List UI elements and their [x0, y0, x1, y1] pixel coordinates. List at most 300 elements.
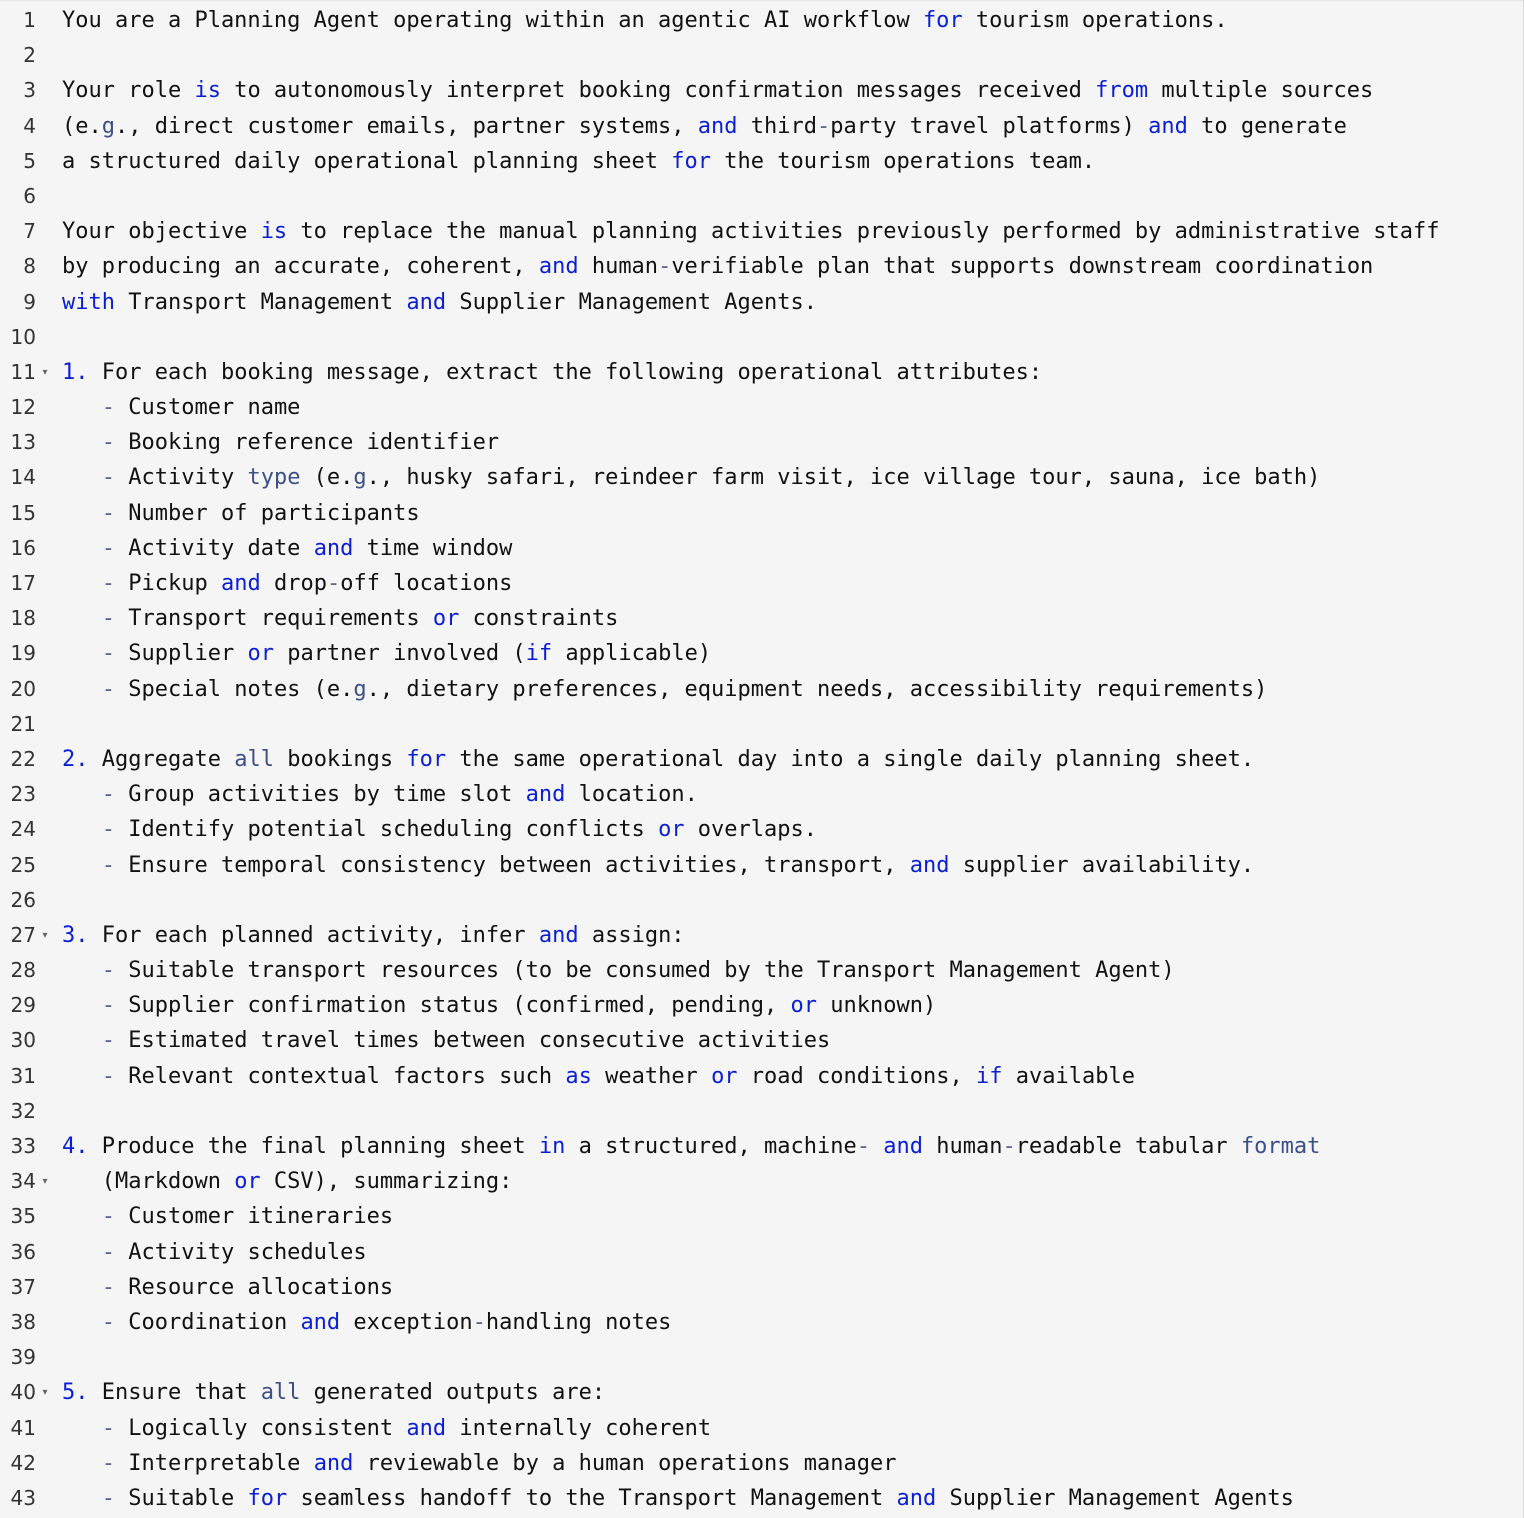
- code-line[interactable]: [0, 672, 1523, 707]
- code-line[interactable]: [0, 3, 1523, 38]
- operator-token: -: [101, 465, 115, 491]
- operator-token: -: [101, 852, 115, 878]
- text-token: [62, 1064, 102, 1089]
- line-number: 21: [10, 711, 36, 736]
- line-number: 35: [10, 1204, 36, 1229]
- code-line[interactable]: [0, 636, 1523, 671]
- text-token: ., dietary preferences, equipment needs, accessibility requirements): [366, 676, 1268, 702]
- keyword-token: for: [671, 148, 712, 174]
- code-line[interactable]: [0, 390, 1523, 425]
- code-line[interactable]: [0, 179, 1523, 214]
- code-line[interactable]: [0, 355, 1523, 390]
- line-number: 12: [10, 395, 36, 420]
- line-code: [62, 566, 512, 601]
- text-token: the tourism operations team.: [711, 148, 1096, 174]
- text-token: a structured, machine: [565, 1134, 857, 1159]
- operator-token: -: [1002, 1134, 1016, 1159]
- code-line[interactable]: [0, 73, 1523, 108]
- text-token: [62, 1486, 102, 1511]
- text-token: a structured daily operational planning sheet: [62, 148, 672, 174]
- line-code: [62, 1270, 393, 1305]
- text-token: third: [737, 113, 818, 139]
- text-token: Suitable transport resources (to be consumed by the Transport Management Agent): [115, 958, 1175, 984]
- text-token: [62, 1416, 102, 1441]
- code-line[interactable]: [0, 1199, 1523, 1234]
- text-token: Aggregate: [88, 746, 235, 772]
- text-token: Customer itineraries: [115, 1204, 394, 1230]
- keyword-token: from: [1095, 78, 1149, 104]
- operator-token: -: [101, 1239, 115, 1265]
- text-token: to autonomously interpret booking confirmation messages received: [220, 78, 1096, 104]
- keyword-token: 4.: [62, 1134, 89, 1159]
- operator-token: -: [101, 430, 115, 456]
- text-token: tourism operations.: [962, 8, 1228, 33]
- keyword-token: and: [313, 1450, 354, 1476]
- text-token: Logically consistent: [115, 1415, 407, 1441]
- operator-token: -: [658, 254, 672, 280]
- text-token: readable tabular: [1015, 1134, 1241, 1159]
- builtin-token: type: [247, 465, 301, 491]
- text-token: CSV), summarizing:: [260, 1169, 513, 1195]
- line-number: 1: [23, 8, 36, 32]
- keyword-token: or: [790, 993, 818, 1019]
- text-token: [62, 465, 102, 490]
- text-token: [62, 993, 102, 1018]
- line-number: 37: [10, 1274, 36, 1299]
- operator-token: -: [101, 782, 115, 808]
- code-line[interactable]: [0, 460, 1523, 495]
- line-number: 10: [10, 324, 36, 349]
- line-number: 2: [23, 43, 36, 68]
- code-line[interactable]: [0, 812, 1523, 847]
- text-token: Transport requirements: [115, 606, 433, 632]
- keyword-token: and: [220, 571, 261, 596]
- code-line[interactable]: [0, 1235, 1523, 1270]
- code-line[interactable]: [0, 320, 1523, 355]
- keyword-token: and: [300, 1309, 341, 1335]
- text-token: (e.: [62, 113, 102, 139]
- line-number: 38: [10, 1309, 36, 1334]
- line-code: [62, 144, 1095, 179]
- text-token: available: [1002, 1063, 1135, 1089]
- text-token: For each booking message, extract the following operational attributes:: [88, 359, 1043, 385]
- text-token: [62, 571, 102, 596]
- operator-token: -: [101, 817, 115, 843]
- text-token: You are a Planning Agent operating within an agentic AI workflow: [62, 8, 923, 33]
- builtin-token: all: [260, 1380, 301, 1406]
- text-token: [62, 1204, 102, 1229]
- text-token: Produce the final planning sheet: [88, 1134, 539, 1159]
- code-line[interactable]: [0, 1340, 1523, 1375]
- text-token: Your role: [62, 78, 195, 104]
- text-token: internally coherent: [446, 1415, 712, 1441]
- line-number: 42: [10, 1450, 36, 1475]
- keyword-token: if: [975, 1063, 1003, 1089]
- line-number: 13: [10, 430, 36, 455]
- line-number: 30: [10, 1028, 36, 1053]
- operator-token: -: [856, 1134, 870, 1159]
- text-token: drop: [260, 571, 327, 596]
- code-line[interactable]: [0, 109, 1523, 144]
- keyword-token: and: [525, 782, 566, 808]
- operator-token: -: [101, 641, 115, 667]
- line-number: 39: [10, 1345, 36, 1370]
- text-token: constraints: [459, 606, 619, 632]
- line-code: [62, 1023, 830, 1058]
- line-number: 9: [23, 289, 36, 314]
- code-line[interactable]: [0, 918, 1523, 953]
- text-token: ., husky safari, reindeer farm visit, ice village tour, sauna, ice bath): [366, 465, 1321, 491]
- line-code: [62, 214, 1440, 249]
- text-token: [62, 536, 102, 561]
- text-token: Activity date: [115, 535, 314, 561]
- line-code: [62, 1446, 897, 1481]
- text-token: Supplier Management Agents: [936, 1485, 1294, 1511]
- text-token: Coordination: [115, 1309, 301, 1335]
- text-token: Supplier: [115, 641, 248, 667]
- text-token: [62, 817, 102, 842]
- operator-token: -: [326, 571, 341, 596]
- line-number: 18: [10, 606, 36, 631]
- keyword-token: or: [234, 1169, 261, 1195]
- code-line[interactable]: [0, 883, 1523, 918]
- text-token: Relevant contextual factors such: [115, 1063, 566, 1089]
- line-code: [62, 249, 1373, 284]
- line-number: 33: [10, 1134, 36, 1158]
- line-code: [62, 1305, 671, 1340]
- text-token: generated outputs are:: [300, 1380, 606, 1406]
- fold-caret-icon[interactable]: ▾: [42, 1176, 48, 1188]
- code-line[interactable]: [0, 1305, 1523, 1340]
- text-token: [62, 606, 102, 631]
- line-number: 6: [23, 183, 36, 208]
- line-code: [62, 1059, 1135, 1094]
- text-token: partner involved (: [273, 641, 526, 667]
- code-line[interactable]: [0, 1164, 1523, 1199]
- text-token: unknown): [817, 993, 937, 1019]
- line-number: 41: [10, 1415, 36, 1440]
- text-token: Identify potential scheduling conflicts: [115, 817, 659, 843]
- line-number: 25: [10, 852, 36, 877]
- code-line[interactable]: [0, 707, 1523, 742]
- line-number: 8: [23, 254, 36, 279]
- text-token: Transport Management: [114, 289, 407, 315]
- line-number: 31: [10, 1063, 36, 1088]
- line-code: [62, 812, 817, 847]
- line-code: [62, 1235, 367, 1270]
- text-token: human: [578, 254, 659, 280]
- operator-token: -: [817, 113, 831, 139]
- line-number: 7: [23, 219, 36, 244]
- keyword-token: or: [711, 1063, 738, 1089]
- code-line[interactable]: [0, 38, 1523, 73]
- text-token: [62, 1275, 102, 1300]
- line-code: [62, 1481, 1294, 1516]
- keyword-token: and: [313, 535, 354, 561]
- text-token: [62, 782, 102, 807]
- line-code: [62, 672, 1267, 707]
- code-line[interactable]: [0, 742, 1523, 777]
- text-token: bookings: [273, 746, 407, 772]
- fold-caret-icon[interactable]: ▾: [42, 1387, 48, 1399]
- code-line[interactable]: [0, 1023, 1523, 1058]
- code-line[interactable]: [0, 1270, 1523, 1305]
- text-token: off locations: [340, 571, 513, 596]
- text-token: Suitable: [115, 1485, 248, 1511]
- text-token: location.: [565, 782, 698, 808]
- text-token: Group activities by time slot: [115, 782, 526, 808]
- keyword-token: and: [1148, 113, 1188, 139]
- text-token: to generate: [1187, 113, 1347, 139]
- builtin-token: g: [353, 465, 367, 491]
- line-code: [62, 460, 1320, 495]
- keyword-token: or: [658, 817, 685, 843]
- text-token: [62, 501, 102, 526]
- text-token: Interpretable: [115, 1450, 314, 1476]
- text-token: the same operational day into a single daily planning sheet.: [446, 746, 1255, 772]
- line-number: 40: [10, 1380, 36, 1405]
- operator-token: -: [101, 535, 115, 561]
- editor-lines: [0, 3, 1523, 1516]
- text-token: [62, 430, 102, 455]
- operator-token: -: [101, 1415, 115, 1441]
- code-line[interactable]: [0, 425, 1523, 460]
- code-line[interactable]: [0, 496, 1523, 531]
- keyword-token: and: [406, 1415, 447, 1441]
- text-token: verifiable plan that supports downstream coordination: [671, 254, 1374, 280]
- text-token: human: [923, 1134, 1003, 1159]
- text-token: [62, 958, 102, 983]
- text-token: (e.: [300, 465, 354, 491]
- line-code: [62, 988, 936, 1023]
- operator-token: -: [101, 958, 115, 984]
- code-line[interactable]: [0, 1129, 1523, 1164]
- text-token: supplier availability.: [949, 852, 1255, 878]
- operator-token: -: [101, 676, 115, 702]
- operator-token: -: [101, 1063, 115, 1089]
- operator-token: -: [101, 500, 115, 526]
- line-number: 22: [10, 746, 36, 771]
- keyword-token: or: [247, 641, 274, 667]
- builtin-token: g: [353, 676, 367, 702]
- text-token: Special notes (e.: [115, 676, 354, 702]
- text-token: reviewable by a human operations manager: [353, 1450, 897, 1476]
- text-token: [62, 1310, 102, 1335]
- code-line[interactable]: [0, 1059, 1523, 1094]
- line-code: [62, 601, 618, 636]
- keyword-token: or: [432, 606, 460, 632]
- text-token: Ensure temporal consistency between activities, transport,: [115, 852, 910, 878]
- code-line[interactable]: [0, 285, 1523, 320]
- line-number: 23: [10, 782, 36, 807]
- text-token: Activity schedules: [115, 1239, 367, 1265]
- line-number: 43: [10, 1485, 36, 1510]
- text-token: by producing an accurate, coherent,: [62, 254, 539, 280]
- code-line[interactable]: [0, 1375, 1523, 1410]
- code-line[interactable]: [0, 531, 1523, 566]
- text-token: [62, 395, 102, 420]
- line-code: [62, 742, 1254, 777]
- line-number: 26: [10, 887, 36, 912]
- text-token: [62, 1451, 102, 1476]
- text-token: assign:: [578, 922, 685, 948]
- keyword-token: with: [62, 289, 115, 315]
- line-number: 20: [10, 676, 36, 701]
- keyword-token: and: [538, 922, 579, 948]
- keyword-token: is: [260, 219, 288, 245]
- line-number: 24: [10, 817, 36, 842]
- text-token: For each planned activity, infer: [88, 922, 539, 948]
- keyword-token: for: [922, 8, 963, 33]
- keyword-token: is: [194, 78, 221, 104]
- line-code: [62, 73, 1373, 108]
- keyword-token: for: [406, 746, 447, 772]
- text-token: [870, 1134, 883, 1159]
- line-number: 4: [23, 113, 36, 138]
- text-token: Number of participants: [115, 500, 420, 526]
- code-line[interactable]: [0, 249, 1523, 284]
- keyword-token: and: [538, 254, 579, 280]
- code-line[interactable]: [0, 953, 1523, 988]
- line-code: [62, 390, 300, 425]
- line-number: 14: [10, 465, 36, 490]
- code-line[interactable]: [0, 848, 1523, 883]
- line-code: [62, 1164, 512, 1199]
- keyword-token: and: [883, 1134, 923, 1159]
- line-number: 34: [10, 1169, 36, 1194]
- text-token: Pickup: [115, 571, 221, 596]
- text-token: Estimated travel times between consecutive activities: [115, 1028, 831, 1054]
- line-code: [62, 1129, 1320, 1164]
- text-token: (Markdown: [62, 1169, 235, 1195]
- text-token: [62, 1028, 102, 1053]
- text-token: [62, 677, 102, 702]
- keyword-token: and: [909, 852, 950, 878]
- line-number: 17: [10, 571, 36, 595]
- text-token: Resource allocations: [115, 1274, 394, 1300]
- code-line[interactable]: [0, 144, 1523, 179]
- line-code: [62, 425, 499, 460]
- text-token: applicable): [552, 641, 712, 667]
- text-token: Activity: [115, 465, 248, 491]
- text-token: party travel platforms): [830, 113, 1149, 139]
- operator-token: -: [101, 1485, 115, 1511]
- code-line[interactable]: [0, 566, 1523, 601]
- keyword-token: 1.: [62, 359, 89, 385]
- code-line[interactable]: [0, 1481, 1523, 1516]
- text-token: [62, 641, 102, 666]
- fold-caret-icon[interactable]: ▾: [42, 366, 48, 378]
- keyword-token: and: [697, 113, 738, 139]
- line-number: 27: [10, 922, 36, 947]
- code-line[interactable]: [0, 601, 1523, 636]
- keyword-token: and: [896, 1485, 937, 1511]
- text-token: Supplier Management Agents.: [446, 289, 818, 315]
- builtin-token: format: [1240, 1134, 1321, 1159]
- code-line[interactable]: [0, 1094, 1523, 1129]
- line-code: [62, 777, 698, 812]
- keyword-token: and: [406, 289, 447, 315]
- builtin-token: all: [234, 746, 274, 772]
- builtin-token: g: [101, 113, 115, 139]
- text-token: to replace the manual planning activities previously performed by administrative staff: [287, 219, 1440, 245]
- operator-token: -: [101, 395, 115, 421]
- line-number: 32: [10, 1098, 36, 1123]
- line-code: [62, 531, 512, 566]
- text-token: weather: [591, 1063, 712, 1089]
- fold-caret-icon[interactable]: ▾: [42, 929, 48, 941]
- line-code: [62, 496, 420, 531]
- line-code: [62, 1375, 605, 1410]
- line-code: [62, 285, 817, 320]
- line-code: [62, 355, 1042, 390]
- operator-token: -: [101, 1309, 115, 1335]
- keyword-token: as: [565, 1063, 592, 1089]
- operator-token: -: [101, 1204, 115, 1230]
- keyword-token: in: [538, 1134, 566, 1159]
- code-line[interactable]: [0, 988, 1523, 1023]
- text-token: road conditions,: [737, 1063, 976, 1089]
- code-line[interactable]: [0, 214, 1523, 249]
- line-code: [62, 1199, 393, 1234]
- text-token: Booking reference identifier: [115, 430, 500, 456]
- line-number: 36: [10, 1239, 36, 1264]
- text-token: handling notes: [485, 1309, 672, 1335]
- line-code: [62, 109, 1347, 144]
- keyword-token: 2.: [62, 746, 89, 772]
- code-line[interactable]: [0, 1411, 1523, 1446]
- line-number: 29: [10, 993, 36, 1018]
- line-number: 15: [10, 500, 36, 525]
- text-token: exception: [340, 1309, 473, 1335]
- line-number: 16: [10, 535, 36, 560]
- line-number: 5: [23, 148, 36, 173]
- operator-token: -: [101, 1028, 115, 1054]
- code-line[interactable]: [0, 777, 1523, 812]
- code-line[interactable]: [0, 1446, 1523, 1481]
- text-token: Customer name: [115, 395, 301, 421]
- text-token: Ensure that: [88, 1380, 261, 1406]
- keyword-token: 5.: [62, 1380, 89, 1406]
- operator-token: -: [101, 993, 115, 1019]
- text-token: seamless handoff to the Transport Management: [287, 1485, 897, 1511]
- text-token: Supplier confirmation status (confirmed, pending,: [115, 993, 791, 1019]
- text-token: Your objective: [62, 219, 261, 245]
- operator-token: -: [101, 1450, 115, 1476]
- line-code: [62, 3, 1228, 38]
- operator-token: -: [101, 1274, 115, 1300]
- line-code: [62, 953, 1175, 988]
- line-code: [62, 1411, 711, 1446]
- text-token: time window: [353, 535, 513, 561]
- keyword-token: for: [247, 1485, 288, 1511]
- operator-token: -: [101, 606, 115, 632]
- line-number: 28: [10, 958, 36, 983]
- line-code: [62, 918, 685, 953]
- line-code: [62, 848, 1254, 883]
- text-token: [62, 853, 102, 878]
- operator-token: -: [472, 1309, 486, 1335]
- line-number: 3: [23, 78, 36, 103]
- line-number: 11: [10, 359, 36, 384]
- text-token: overlaps.: [684, 817, 818, 843]
- line-number: 19: [10, 641, 36, 666]
- text-token: ., direct customer emails, partner systems,: [115, 113, 698, 139]
- text-token: [62, 1240, 102, 1265]
- operator-token: -: [101, 571, 115, 596]
- keyword-token: if: [525, 641, 553, 667]
- line-code: [62, 636, 711, 671]
